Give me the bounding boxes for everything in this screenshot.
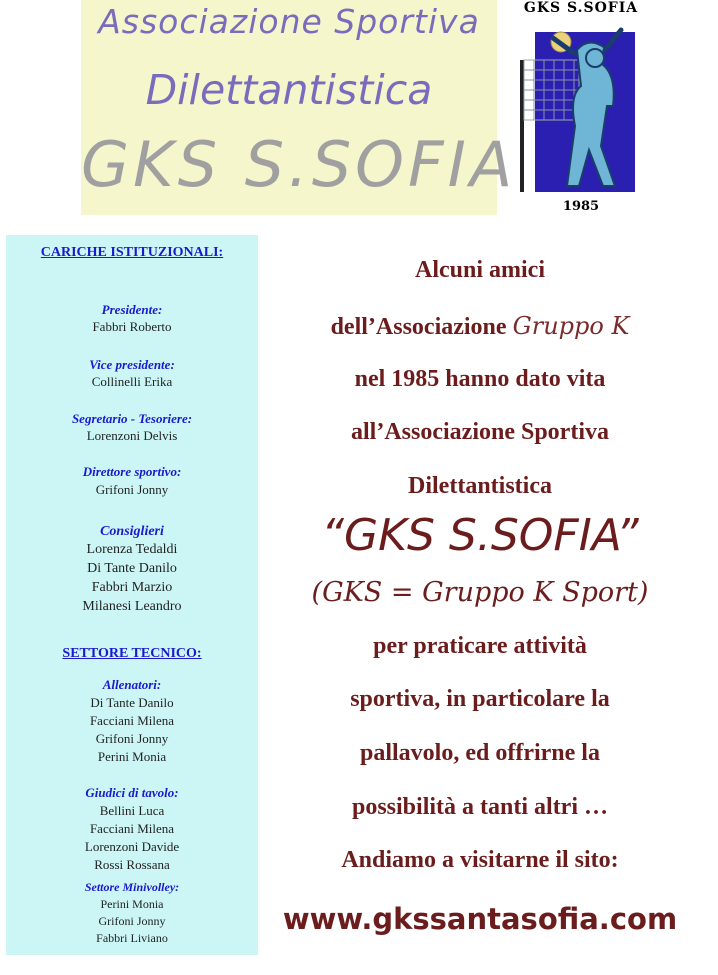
gks-acronym-line: (GKS = Gruppo K Sport) (311, 577, 649, 608)
sidebar-panel (6, 235, 258, 955)
vice-role: Vice presidente: (89, 357, 175, 372)
giudice-item: Lorenzoni Davide (84, 839, 180, 854)
giudice-item: Rossi Rossana (94, 857, 170, 872)
consigliere-item: Milanesi Leandro (82, 599, 182, 614)
cariche-heading: CARICHE ISTITUZIONALI: (40, 245, 224, 260)
main-line-8: per praticare attività (373, 633, 587, 659)
main-line-11: possibilità a tanti altri … (351, 794, 609, 820)
minivolley-role: Settore Minivolley: (84, 880, 180, 894)
consigliere-item: Di Tante Danilo (87, 561, 177, 576)
main-line-3: nel 1985 hanno dato vita (354, 366, 606, 392)
club-logo (517, 0, 645, 218)
presidente-role: Presidente: (101, 302, 163, 317)
volleyball-player-icon (517, 20, 645, 196)
main-line-2-text: dell’Associazione (330, 314, 513, 340)
allenatore-item: Perini Monia (97, 749, 167, 764)
giudice-item: Facciani Milena (89, 821, 175, 836)
consiglieri-role: Consiglieri (100, 524, 164, 539)
settore-heading: SETTORE TECNICO: (62, 646, 202, 661)
direttore-name: Grifoni Jonny (95, 482, 169, 497)
main-line-9: sportiva, in particolare la (350, 686, 610, 712)
allenatore-item: Di Tante Danilo (90, 695, 174, 710)
main-line-12: Andiamo a visitarne il sito: (341, 847, 619, 873)
gruppo-k-name: Gruppo K (512, 312, 630, 340)
allenatore-item: Grifoni Jonny (95, 731, 169, 746)
main-line-10: pallavolo, ed offrirne la (360, 740, 600, 766)
vice-name: Collinelli Erika (91, 374, 173, 389)
presidente-name: Fabbri Roberto (92, 319, 172, 334)
banner-line-3: GKS S.SOFIA (81, 128, 517, 201)
segretario-role: Segretario - Tesoriere: (71, 411, 193, 426)
banner-line-2: Dilettantistica (145, 66, 433, 114)
consigliere-item: Lorenza Tedaldi (86, 542, 178, 557)
giudice-item: Bellini Luca (99, 803, 165, 818)
club-name-heading: “GKS S.SOFIA” (321, 510, 639, 561)
direttore-role: Direttore sportivo: (82, 464, 182, 479)
minivolley-item: Grifoni Jonny (98, 914, 166, 928)
main-line-4: all’Associazione Sportiva (351, 419, 609, 445)
allenatori-role: Allenatori: (102, 677, 162, 692)
consigliere-item: Fabbri Marzio (91, 580, 173, 595)
logo-title: GKS S.SOFIA (523, 0, 639, 16)
main-line-2 (260, 312, 700, 341)
banner-line-1: Associazione Sportiva (98, 2, 480, 41)
allenatore-item: Facciani Milena (89, 713, 175, 728)
logo-year: 1985 (562, 199, 600, 214)
minivolley-item: Fabbri Liviano (96, 931, 168, 945)
giudici-role: Giudici di tavolo: (85, 785, 179, 800)
title-banner (81, 0, 517, 215)
main-line-5: Dilettantistica (408, 473, 552, 499)
segretario-name: Lorenzoni Delvis (86, 428, 178, 443)
website-link[interactable]: www.gkssantasofia.com (282, 902, 678, 936)
main-line-1: Alcuni amici (415, 257, 545, 283)
minivolley-item: Perini Monia (100, 897, 164, 911)
